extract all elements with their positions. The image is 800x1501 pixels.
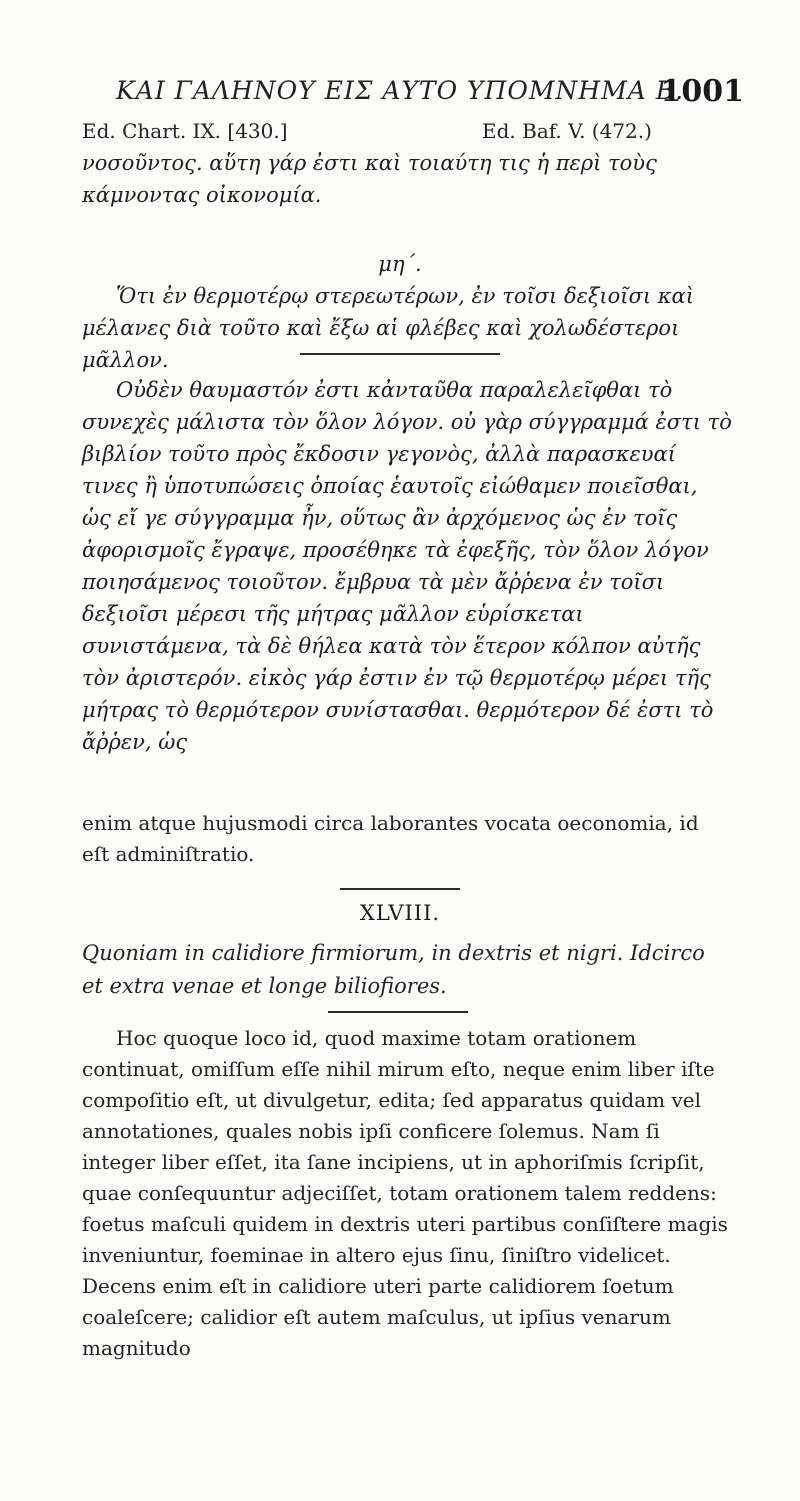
latin-section-number: XLVIII. [359, 901, 441, 925]
greek-commentary: Οὐδὲν θαυμαστόν ἐστι κἀνταῦθα παραλελεῖφθαι τὸ συνεχὲς μάλιστα τὸν ὅλον λόγον. οὐ γὰρ σύγγραμμά ἐστι τὸ βιβλίον τοῦτο πρὸς ἔκδοσιν γεγονὸς, ἀλλὰ παρασκευαί τινες ἢ ὑποτυπώσεις ὁποίας ἑαυτοῖς εἰώθαμεν ποιεῖσθαι, ὡς εἴ γε σύγγραμμα ἦν, οὕτως ἂν ἀρχόμενος ὡς ἐν τοῖς ἀφορισμοῖς ἔγραψε, προσέθηκε τὰ ἐφεξῆς, τὸν ὅλον λόγον ποιησάμενος τοιοῦτον. ἔμβρυα τὰ μὲν ἄῤῥενα ἐν τοῖσι δεξιοῖσι μέρεσι τῆς μήτρας μᾶλλον εὑρίσκεται συνιστάμενα, τὰ δὲ θήλεα κατὰ τὸν ἕτερον κόλπον αὐτῆς τὸν ἀριστερόν. εἰκὸς γάρ ἐστιν ἐν τῷ θερμοτέρῳ μέρει τῆς μήτρας τὸ θερμότερον συνίστασθαι. θερμότερον δέ ἐστι τὸ ἄῤῥεν, ὡς [82, 378, 732, 754]
latin-text-top: enim atque hujusmodi circa laborantes vocata oeconomia, id eſt adminiſtratio. [82, 811, 699, 866]
page-number: 1001 [660, 74, 744, 109]
section-rule [300, 353, 500, 355]
latin-aphorism: Quoniam in calidiore firmiorum, in dextris et nigri. Idcirco et extra venae et longe biliofiores. [82, 941, 705, 998]
section-rule [328, 1011, 468, 1013]
running-title: ΚΑΙ ΓΑΛΗΝΟΥ ΕΙΣ ΑΥΤΟ ΥΠΟΜΝΗΜΑ Β. [115, 76, 685, 105]
edition-reference-right: Ed. Baf. V. (472.) [482, 119, 652, 143]
latin-commentary: Hoc quoque loco id, quod maxime totam orationem continuat, omiſſum eſſe nihil mirum eſto, neque enim liber iſte compoſitio eſt, ut divulgetur, edita; ſed apparatus quidam vel annotationes, quales nobis ipſi conficere ſolemus. Nam ſi integer liber eſſet, ita ſane incipiens, ut in aphoriſmis ſcripſit, quae conſequuntur adjeciſſet, totam orationem talem reddens: foetus maſculi quidem in dextris uteri partibus conſiſtere magis inveniuntur, foeminae in altero ejus ſinu, ſiniſtro videlicet. Decens enim eſt in calidiore uteri parte calidiorem ſoetum coaleſcere; calidior eſt autem maſculus, ut ipſius venarum magnitudo [82, 1026, 728, 1360]
greek-text-top: νοσοῦντος. αὕτη γάρ ἐστι καὶ τοιαύτη τις ἡ περὶ τοὺς κάμνοντας οἰκονομία. [82, 151, 657, 207]
section-rule [340, 888, 460, 890]
greek-aphorism: Ὅτι ἐν θερμοτέρῳ στερεωτέρων, ἐν τοῖσι δεξιοῖσι καὶ μέλανες διὰ τοῦτο καὶ ἔξω αἱ φλέβες καὶ χολωδέστεροι μᾶλλον. [82, 284, 694, 372]
edition-reference-left: Ed. Chart. IX. [430.] [82, 119, 288, 143]
greek-section-number: μη΄. [378, 252, 422, 276]
running-head [0, 74, 800, 109]
